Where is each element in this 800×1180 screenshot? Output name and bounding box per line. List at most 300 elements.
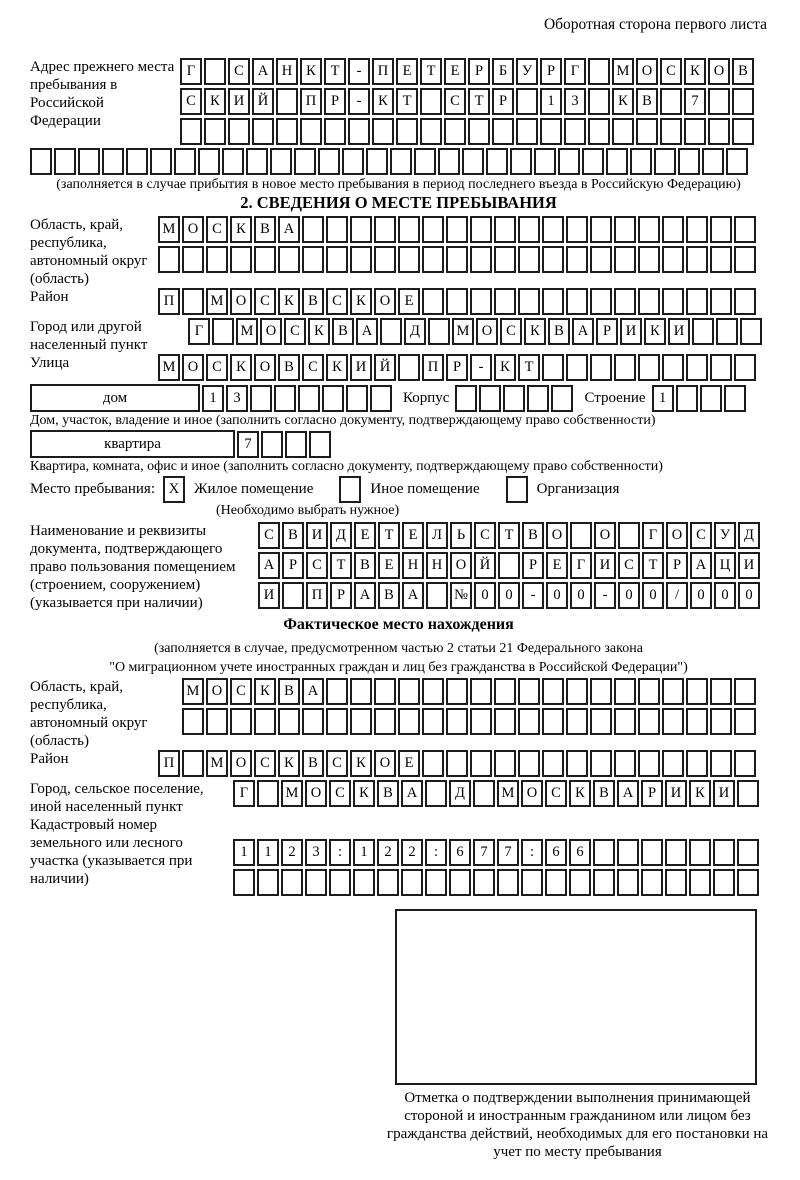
char-cell: К bbox=[308, 318, 330, 345]
raion-block bbox=[30, 288, 767, 318]
char-cell: 3 bbox=[226, 385, 248, 412]
char-cell bbox=[662, 678, 684, 705]
section2-title: 2. СВЕДЕНИЯ О МЕСТЕ ПРЕБЫВАНИЯ bbox=[240, 193, 557, 212]
char-cell bbox=[734, 288, 756, 315]
char-cell: Р bbox=[522, 552, 544, 579]
char-cell bbox=[566, 246, 588, 273]
char-cell bbox=[686, 288, 708, 315]
char-cell bbox=[590, 678, 612, 705]
char-cell bbox=[638, 288, 660, 315]
char-cell: О bbox=[708, 58, 730, 85]
checkbox-organizatsiya bbox=[506, 476, 528, 503]
char-cell bbox=[614, 354, 636, 381]
char-cell bbox=[174, 148, 196, 175]
char-cell bbox=[428, 318, 450, 345]
char-cell: Р bbox=[492, 88, 514, 115]
char-cell bbox=[30, 148, 52, 175]
char-cell: С bbox=[545, 780, 567, 807]
char-cell bbox=[449, 869, 471, 896]
char-cell bbox=[270, 148, 292, 175]
char-cell bbox=[422, 288, 444, 315]
char-cell bbox=[204, 118, 226, 145]
char-cell bbox=[374, 216, 396, 243]
char-cell: К bbox=[524, 318, 546, 345]
prev-address-block bbox=[30, 58, 767, 148]
char-cell: А bbox=[258, 552, 280, 579]
char-cell: Д bbox=[404, 318, 426, 345]
char-cell: К bbox=[353, 780, 375, 807]
char-cell: С bbox=[302, 354, 324, 381]
char-cell bbox=[455, 385, 477, 412]
char-cell bbox=[425, 780, 447, 807]
oblast-row-2 bbox=[158, 246, 758, 273]
stamp-caption: Отметка о подтверждении выполнения принимающей стороной и иностранным гражданином или лицом без гражданства действий, необходимых для его постановки на учет по месту пребывания bbox=[386, 1090, 769, 1160]
char-cell: А bbox=[354, 582, 376, 609]
char-cell bbox=[374, 678, 396, 705]
char-cell bbox=[446, 708, 468, 735]
char-cell bbox=[558, 148, 580, 175]
char-cell: Н bbox=[402, 552, 424, 579]
char-cell bbox=[566, 708, 588, 735]
char-cell: К bbox=[254, 678, 276, 705]
char-cell bbox=[204, 58, 226, 85]
char-cell: 0 bbox=[690, 582, 712, 609]
char-cell bbox=[737, 839, 759, 866]
char-cell: - bbox=[522, 582, 544, 609]
stamp-area bbox=[385, 909, 770, 1161]
char-cell bbox=[614, 216, 636, 243]
char-cell: Й bbox=[474, 552, 496, 579]
factual-oblast-block bbox=[30, 678, 767, 750]
char-cell bbox=[350, 708, 372, 735]
factual-note-2: "О миграционном учете иностранных граждан и лиц без гражданства в Российской Федерации") bbox=[109, 660, 688, 675]
char-cell bbox=[566, 678, 588, 705]
char-cell: М bbox=[612, 58, 634, 85]
char-cell bbox=[542, 288, 564, 315]
char-cell bbox=[305, 869, 327, 896]
char-cell bbox=[468, 118, 490, 145]
char-cell: О bbox=[305, 780, 327, 807]
char-cell bbox=[446, 246, 468, 273]
char-cell bbox=[473, 869, 495, 896]
char-cell: Е bbox=[444, 58, 466, 85]
mesto-note: (Необходимо выбрать нужное) bbox=[216, 503, 400, 518]
char-cell: С bbox=[258, 522, 280, 549]
char-cell: К bbox=[204, 88, 226, 115]
char-cell: С bbox=[306, 552, 328, 579]
char-cell: 1 bbox=[233, 839, 255, 866]
stamp-box bbox=[395, 909, 757, 1085]
char-cell bbox=[366, 148, 388, 175]
char-cell bbox=[662, 708, 684, 735]
char-cell: Й bbox=[252, 88, 274, 115]
char-cell: Р bbox=[330, 582, 352, 609]
char-cell bbox=[353, 869, 375, 896]
char-cell bbox=[446, 750, 468, 777]
char-cell bbox=[724, 385, 746, 412]
char-cell: М bbox=[236, 318, 258, 345]
char-cell bbox=[126, 148, 148, 175]
char-cell: В bbox=[522, 522, 544, 549]
char-cell: С bbox=[254, 288, 276, 315]
char-cell bbox=[638, 708, 660, 735]
ulitsa-label: Улица bbox=[30, 355, 70, 371]
char-cell: 6 bbox=[545, 839, 567, 866]
char-cell bbox=[426, 582, 448, 609]
char-cell bbox=[606, 148, 628, 175]
char-cell: Г bbox=[570, 552, 592, 579]
char-cell bbox=[102, 148, 124, 175]
char-cell bbox=[396, 118, 418, 145]
char-cell bbox=[390, 148, 412, 175]
prev-address-label: Адрес прежнего места пребывания в Российской Федерации bbox=[30, 59, 175, 129]
char-cell: В bbox=[593, 780, 615, 807]
char-cell bbox=[617, 839, 639, 866]
mesto-option-organizatsiya: Организация bbox=[536, 481, 620, 497]
char-cell bbox=[686, 708, 708, 735]
char-cell bbox=[618, 522, 640, 549]
char-cell bbox=[734, 678, 756, 705]
char-cell bbox=[662, 750, 684, 777]
char-cell bbox=[518, 288, 540, 315]
char-cell: П bbox=[372, 58, 394, 85]
char-cell bbox=[630, 148, 652, 175]
char-cell bbox=[422, 750, 444, 777]
factual-gorod-block bbox=[30, 780, 767, 816]
char-cell bbox=[300, 118, 322, 145]
char-cell bbox=[734, 246, 756, 273]
char-cell bbox=[662, 354, 684, 381]
char-cell: Р bbox=[282, 552, 304, 579]
char-cell bbox=[222, 148, 244, 175]
char-cell: Г bbox=[188, 318, 210, 345]
char-cell: О bbox=[254, 354, 276, 381]
char-cell: В bbox=[332, 318, 354, 345]
char-cell bbox=[422, 216, 444, 243]
char-cell bbox=[470, 288, 492, 315]
char-cell: О bbox=[230, 288, 252, 315]
mesto-option-zhiloe: Жилое помещение bbox=[194, 481, 314, 497]
char-cell bbox=[246, 148, 268, 175]
char-cell bbox=[470, 750, 492, 777]
char-cell: С bbox=[690, 522, 712, 549]
char-cell: А bbox=[302, 678, 324, 705]
char-cell: А bbox=[356, 318, 378, 345]
char-cell bbox=[590, 708, 612, 735]
char-cell bbox=[326, 678, 348, 705]
char-cell: Е bbox=[354, 522, 376, 549]
char-cell bbox=[545, 869, 567, 896]
char-cell: Д bbox=[330, 522, 352, 549]
dom-row bbox=[30, 384, 767, 412]
kvartira-box bbox=[30, 430, 235, 458]
char-cell: 1 bbox=[257, 839, 279, 866]
char-cell bbox=[737, 869, 759, 896]
char-cell bbox=[710, 750, 732, 777]
char-cell bbox=[180, 118, 202, 145]
char-cell: - bbox=[470, 354, 492, 381]
char-cell bbox=[422, 708, 444, 735]
char-cell: 6 bbox=[569, 839, 591, 866]
char-cell: К bbox=[230, 354, 252, 381]
char-cell bbox=[518, 246, 540, 273]
page-title: Оборотная сторона первого листа bbox=[543, 16, 767, 33]
char-cell bbox=[281, 869, 303, 896]
char-cell: А bbox=[572, 318, 594, 345]
char-cell: О bbox=[636, 58, 658, 85]
dom-note: Дом, участок, владение и иное (заполнить согласно документу, подтверждающему право собственности) bbox=[30, 413, 656, 428]
char-cell bbox=[740, 318, 762, 345]
char-cell: Р bbox=[540, 58, 562, 85]
char-cell bbox=[518, 708, 540, 735]
char-cell bbox=[710, 288, 732, 315]
char-cell: 3 bbox=[305, 839, 327, 866]
char-cell: 7 bbox=[684, 88, 706, 115]
char-cell bbox=[665, 839, 687, 866]
char-cell: Н bbox=[426, 552, 448, 579]
char-cell: 0 bbox=[570, 582, 592, 609]
char-cell bbox=[732, 88, 754, 115]
char-cell: Р bbox=[666, 552, 688, 579]
char-cell bbox=[486, 148, 508, 175]
char-cell bbox=[590, 750, 612, 777]
char-cell bbox=[298, 385, 320, 412]
char-cell: О bbox=[260, 318, 282, 345]
dom-box-label: дом bbox=[102, 389, 128, 406]
char-cell: К bbox=[612, 88, 634, 115]
char-cell: М bbox=[158, 216, 180, 243]
char-cell: М bbox=[206, 750, 228, 777]
char-cell bbox=[686, 750, 708, 777]
char-cell: Р bbox=[324, 88, 346, 115]
char-cell bbox=[182, 708, 204, 735]
char-cell bbox=[374, 246, 396, 273]
char-cell bbox=[665, 869, 687, 896]
char-cell: Й bbox=[374, 354, 396, 381]
char-cell: 1 bbox=[652, 385, 674, 412]
char-cell: Т bbox=[420, 58, 442, 85]
kadastr-row-1 bbox=[233, 839, 761, 866]
char-cell bbox=[518, 678, 540, 705]
char-cell: К bbox=[300, 58, 322, 85]
char-cell bbox=[470, 708, 492, 735]
char-cell bbox=[708, 118, 730, 145]
char-cell bbox=[233, 869, 255, 896]
char-cell bbox=[702, 148, 724, 175]
char-cell: А bbox=[278, 216, 300, 243]
char-cell bbox=[617, 869, 639, 896]
char-cell bbox=[503, 385, 525, 412]
kvartira-row bbox=[30, 430, 767, 458]
char-cell bbox=[274, 385, 296, 412]
char-cell: С bbox=[660, 58, 682, 85]
doc-row-3 bbox=[258, 582, 762, 609]
char-cell: М bbox=[158, 354, 180, 381]
char-cell bbox=[322, 385, 344, 412]
char-cell bbox=[401, 869, 423, 896]
char-cell: Т bbox=[330, 552, 352, 579]
char-cell bbox=[612, 118, 634, 145]
char-cell bbox=[588, 88, 610, 115]
char-cell bbox=[593, 839, 615, 866]
char-cell bbox=[518, 750, 540, 777]
char-cell: К bbox=[644, 318, 666, 345]
char-cell: К bbox=[372, 88, 394, 115]
factual-raion-label: Район bbox=[30, 751, 69, 767]
char-cell bbox=[276, 118, 298, 145]
char-cell bbox=[158, 246, 180, 273]
char-cell bbox=[540, 118, 562, 145]
prev-address-cells bbox=[180, 58, 756, 148]
mesto-row bbox=[30, 476, 767, 503]
char-cell bbox=[726, 148, 748, 175]
char-cell: Т bbox=[324, 58, 346, 85]
ulitsa-row bbox=[158, 354, 758, 381]
char-cell: У bbox=[516, 58, 538, 85]
char-cell bbox=[636, 118, 658, 145]
char-cell bbox=[257, 869, 279, 896]
char-cell bbox=[438, 148, 460, 175]
checkbox-inoe bbox=[339, 476, 361, 503]
char-cell: Н bbox=[276, 58, 298, 85]
char-cell: С bbox=[230, 678, 252, 705]
char-cell: : bbox=[521, 839, 543, 866]
char-cell bbox=[252, 118, 274, 145]
char-cell bbox=[566, 354, 588, 381]
char-cell bbox=[566, 288, 588, 315]
char-cell: И bbox=[350, 354, 372, 381]
char-cell: О bbox=[450, 552, 472, 579]
char-cell: К bbox=[230, 216, 252, 243]
factual-oblast-row-1 bbox=[182, 678, 758, 705]
char-cell bbox=[309, 431, 331, 458]
char-cell: С bbox=[618, 552, 640, 579]
char-cell bbox=[614, 288, 636, 315]
char-cell bbox=[710, 216, 732, 243]
char-cell bbox=[590, 354, 612, 381]
char-cell bbox=[570, 522, 592, 549]
factual-raion-row bbox=[158, 750, 758, 777]
char-cell: 0 bbox=[474, 582, 496, 609]
char-cell bbox=[588, 118, 610, 145]
char-cell bbox=[686, 246, 708, 273]
char-cell bbox=[660, 118, 682, 145]
char-cell bbox=[326, 216, 348, 243]
char-cell bbox=[686, 216, 708, 243]
char-cell bbox=[261, 431, 283, 458]
char-cell: Л bbox=[426, 522, 448, 549]
char-cell bbox=[182, 246, 204, 273]
char-cell bbox=[250, 385, 272, 412]
char-cell: Т bbox=[498, 522, 520, 549]
char-cell bbox=[569, 869, 591, 896]
char-cell bbox=[473, 780, 495, 807]
char-cell bbox=[593, 869, 615, 896]
mesto-option-inoe: Иное помещение bbox=[370, 481, 480, 497]
char-cell bbox=[654, 148, 676, 175]
kadastr-cells bbox=[233, 839, 761, 899]
char-cell bbox=[498, 552, 520, 579]
char-cell: С bbox=[474, 522, 496, 549]
char-cell bbox=[494, 216, 516, 243]
char-cell bbox=[420, 118, 442, 145]
char-cell: Т bbox=[518, 354, 540, 381]
char-cell bbox=[182, 750, 204, 777]
char-cell: К bbox=[326, 354, 348, 381]
factual-oblast-cells bbox=[182, 678, 758, 738]
char-cell bbox=[614, 678, 636, 705]
char-cell bbox=[494, 246, 516, 273]
char-cell: В bbox=[377, 780, 399, 807]
doc-cells bbox=[258, 522, 762, 612]
char-cell bbox=[470, 246, 492, 273]
char-cell: Р bbox=[468, 58, 490, 85]
char-cell: В bbox=[278, 678, 300, 705]
char-cell: / bbox=[666, 582, 688, 609]
char-cell bbox=[342, 148, 364, 175]
char-cell bbox=[662, 246, 684, 273]
kvartira-box-label: квартира bbox=[104, 435, 161, 452]
char-cell bbox=[638, 750, 660, 777]
char-cell bbox=[350, 246, 372, 273]
char-cell bbox=[689, 869, 711, 896]
char-cell bbox=[590, 216, 612, 243]
char-cell bbox=[254, 246, 276, 273]
char-cell bbox=[230, 708, 252, 735]
char-cell: Р bbox=[446, 354, 468, 381]
char-cell: П bbox=[422, 354, 444, 381]
char-cell: О bbox=[182, 354, 204, 381]
char-cell: В bbox=[282, 522, 304, 549]
char-cell bbox=[588, 58, 610, 85]
char-cell bbox=[494, 288, 516, 315]
char-cell: Г bbox=[180, 58, 202, 85]
char-cell bbox=[662, 216, 684, 243]
char-cell: И bbox=[306, 522, 328, 549]
char-cell bbox=[324, 118, 346, 145]
char-cell bbox=[329, 869, 351, 896]
char-cell: Е bbox=[396, 58, 418, 85]
char-cell: В bbox=[254, 216, 276, 243]
char-cell bbox=[282, 582, 304, 609]
dom-cells bbox=[202, 385, 394, 412]
char-cell: Е bbox=[378, 552, 400, 579]
char-cell: 3 bbox=[564, 88, 586, 115]
prev-address-row-4 bbox=[30, 148, 767, 175]
char-cell: - bbox=[348, 88, 370, 115]
char-cell: : bbox=[425, 839, 447, 866]
char-cell bbox=[662, 288, 684, 315]
oblast-row-1 bbox=[158, 216, 758, 243]
char-cell bbox=[716, 318, 738, 345]
stroenie-label: Строение bbox=[584, 389, 646, 406]
char-cell: 1 bbox=[202, 385, 224, 412]
char-cell bbox=[444, 118, 466, 145]
char-cell: М bbox=[281, 780, 303, 807]
char-cell bbox=[228, 118, 250, 145]
char-cell bbox=[551, 385, 573, 412]
char-cell: В bbox=[278, 354, 300, 381]
char-cell: С bbox=[329, 780, 351, 807]
char-cell bbox=[54, 148, 76, 175]
char-cell bbox=[198, 148, 220, 175]
char-cell: 2 bbox=[377, 839, 399, 866]
char-cell bbox=[518, 216, 540, 243]
char-cell bbox=[542, 246, 564, 273]
char-cell: С bbox=[444, 88, 466, 115]
char-cell: К bbox=[494, 354, 516, 381]
char-cell bbox=[542, 216, 564, 243]
